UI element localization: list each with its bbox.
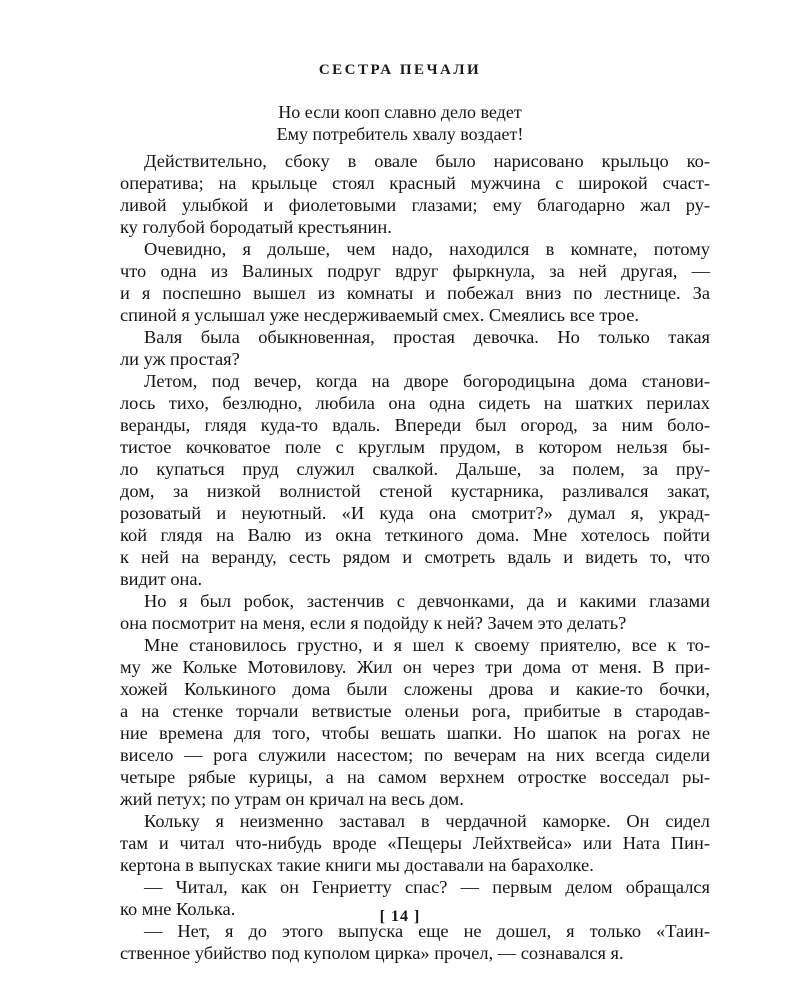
text-line: тистое кочковатое поле с круглым прудом, в котором нельзя бы- bbox=[120, 437, 710, 457]
text-line: висело — рога служили насестом; по вечерам на них всегда сидели bbox=[120, 745, 710, 765]
text-line: ственное убийство под куполом цирка» прочел, — сознавался я. bbox=[120, 943, 624, 963]
paragraph bbox=[120, 150, 710, 238]
text-line: розоватый и неуютный. «И куда она смотрит?» думал я, украд- bbox=[120, 503, 710, 523]
text-line: там и читал что-нибудь вроде «Пещеры Лейхтвейса» или Ната Пин- bbox=[120, 833, 710, 853]
text-line: и я поспешно вышел из комнаты и побежал вниз по лестнице. За bbox=[120, 283, 710, 303]
text-line: кертона в выпусках такие книги мы доставали на барахолке. bbox=[120, 855, 594, 875]
text-line: кой глядя на Валю из окна теткиного дома. Мне хотелось пойти bbox=[120, 525, 710, 545]
text-line: ливой улыбкой и фиолетовыми глазами; ему благодарно жал ру- bbox=[120, 195, 710, 215]
text-line: что одна из Валиных подруг вдруг фыркнула, за ней другая, — bbox=[120, 261, 710, 281]
running-head: СЕСТРА ПЕЧАЛИ bbox=[318, 62, 482, 78]
text-line: — Читал, как он Генриетту спас? — первым делом обращался bbox=[144, 877, 710, 897]
text-line: Но я был робок, застенчив с девчонками, да и какими глазами bbox=[144, 591, 710, 611]
text-line: ние времена для того, чтобы вешать шапки. Но шапок на рогах не bbox=[120, 723, 710, 743]
paragraph bbox=[120, 590, 710, 634]
text-line: Действительно, сбоку в овале было нарисовано крыльцо ко- bbox=[144, 151, 710, 171]
paragraph bbox=[120, 810, 710, 876]
text-line: — Нет, я до этого выпуска еще не дошел, я только «Таин- bbox=[144, 921, 710, 941]
text-line: она посмотрит на меня, если я подойду к ней? Зачем это делать? bbox=[120, 613, 627, 633]
text-line: оператива; на крыльце стоял красный мужчина с широкой счаст- bbox=[120, 173, 710, 193]
page-number: [ 14 ] bbox=[379, 908, 421, 925]
text-line: спиной я услышал уже несдерживаемый смех. Смеялись все трое. bbox=[120, 305, 639, 325]
text-line: Очевидно, я дольше, чем надо, находился в комнате, потому bbox=[144, 239, 710, 259]
body-text bbox=[120, 150, 710, 964]
text-line: ли уж простая? bbox=[120, 349, 240, 369]
paragraph bbox=[120, 370, 710, 590]
text-line: дом, за низкой волнистой стеной кустарника, разливался закат, bbox=[120, 481, 710, 501]
paragraph bbox=[120, 920, 710, 964]
text-line: лось тихо, безлюдно, любила она одна сидеть на шатких перилах bbox=[120, 393, 710, 413]
text-line: а на стенке торчали ветвистые оленьи рога, прибитые в стародав- bbox=[120, 701, 710, 721]
text-line: хожей Колькиного дома были сложены дрова и какие-то бочки, bbox=[120, 679, 710, 699]
text-line: видит она. bbox=[120, 569, 203, 589]
epigraph bbox=[0, 101, 800, 145]
paragraph bbox=[120, 326, 710, 370]
text-line: ко мне Колька. bbox=[120, 899, 236, 919]
epigraph-line: Ему потребитель хвалу воздает! bbox=[276, 124, 524, 144]
text-line: жий петух; по утрам он кричал на весь дом. bbox=[120, 789, 464, 809]
text-line: к ней на веранду, сесть рядом и смотреть вдаль и видеть то, что bbox=[120, 547, 710, 567]
text-line: Валя была обыкновенная, простая девочка. Но только такая bbox=[144, 327, 710, 347]
text-line: Кольку я неизменно заставал в чердачной каморке. Он сидел bbox=[144, 811, 710, 831]
paragraph bbox=[120, 238, 710, 326]
text-line: веранды, глядя куда-то вдаль. Впереди был огород, за ним боло- bbox=[120, 415, 710, 435]
text-line: ло купаться пруд служил свалкой. Дальше, за полем, за пру- bbox=[120, 459, 710, 479]
paragraph bbox=[120, 634, 710, 810]
text-line: му же Кольке Мотовилову. Жил он через три дома от меня. В при- bbox=[120, 657, 710, 677]
text-line: ку голубой бородатый крестьянин. bbox=[120, 217, 392, 237]
epigraph-line: Но если кооп славно дело ведет bbox=[278, 102, 522, 122]
text-line: Мне становилось грустно, и я шел к своему приятелю, все к то- bbox=[144, 635, 710, 655]
text-line: четыре рябые курицы, а на самом верхнем отростке восседал ры- bbox=[120, 767, 710, 787]
text-line: Летом, под вечер, когда на дворе богородицына дома станови- bbox=[144, 371, 710, 391]
